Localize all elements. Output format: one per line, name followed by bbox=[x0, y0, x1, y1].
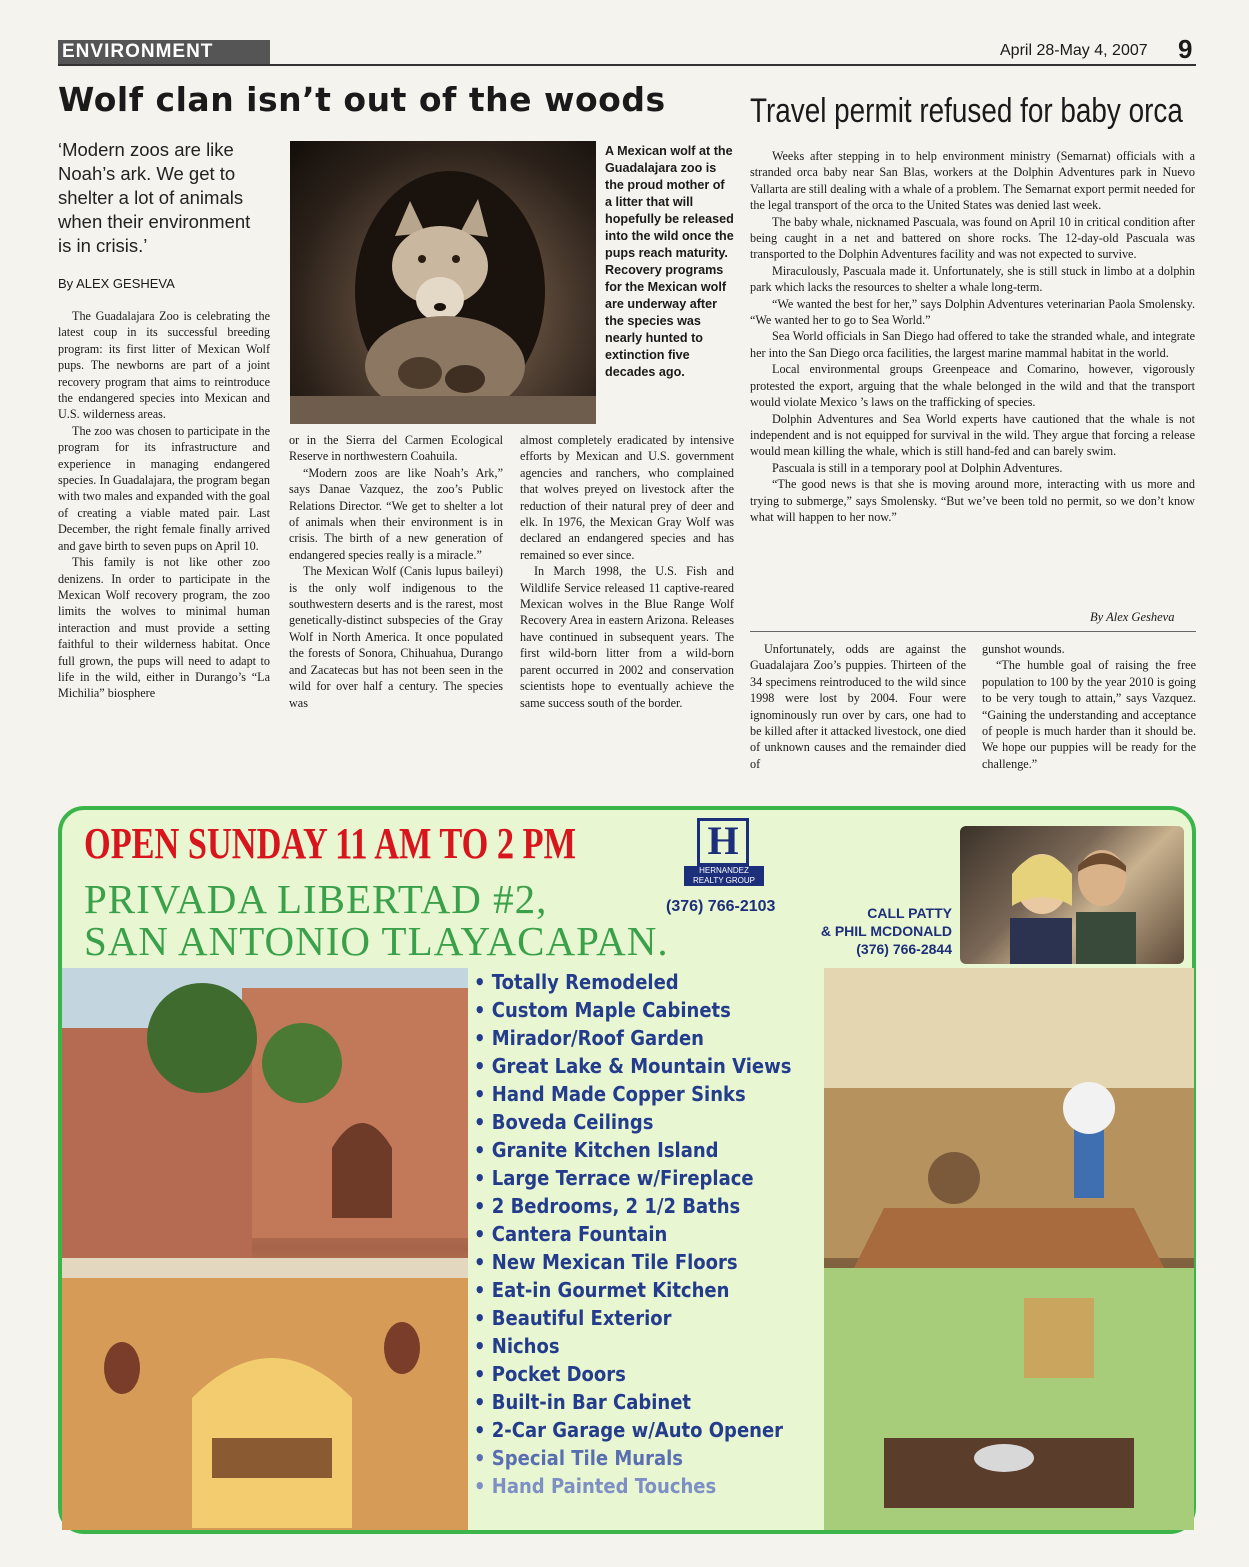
feature-item: • Eat-in Gourmet Kitchen bbox=[474, 1276, 791, 1304]
realty-logo-name: HERNANDEZ REALTY GROUP bbox=[684, 866, 764, 886]
feature-item: • Beautiful Exterior bbox=[474, 1304, 791, 1332]
feature-item: • Granite Kitchen Island bbox=[474, 1136, 791, 1164]
orca-para: Local environmental groups Greenpeace and Comarino, however, vigorously protested the export, arguing that the whale belonged in the wild and that the transport would violate Mexico ’s laws on the trafficking of species. bbox=[750, 362, 1195, 410]
agent-photo bbox=[960, 826, 1184, 964]
orca-para: Miraculously, Pascuala made it. Unfortunately, she is still stuck in limbo at a dolphin park which lacks the resources to shelter a whale long-term. bbox=[750, 263, 1195, 295]
orca-story-body bbox=[750, 148, 1195, 525]
section-label: ENVIRONMENT bbox=[58, 40, 270, 64]
feature-item: • Custom Maple Cabinets bbox=[474, 996, 791, 1024]
wolf-column-5 bbox=[982, 641, 1196, 772]
orca-para: “We wanted the best for her,” says Dolphin Adventures veterinarian Paola Smolensky. “We wanted her to go to Sea World.” bbox=[750, 296, 1195, 328]
agent-photo-illustration bbox=[960, 826, 1184, 964]
orca-para: Weeks after stepping in to help environment ministry (Semarnat) officials with a stranded orca baby near San Blas, workers at the Dolphin Adventures park in Nuevo Vallarta are still dealing with a whale of a problem. The Semarnat export permit needed for the legal transport of the orca to the United States was denied last week. bbox=[750, 149, 1195, 213]
wolf-headline: Wolf clan isn’t out of the woods bbox=[58, 80, 666, 119]
orca-byline: By Alex Gesheva bbox=[1090, 610, 1175, 624]
ad-address-line-1: PRIVADA LIBERTAD #2, bbox=[84, 876, 548, 922]
agent-call-line-2: & PHIL MCDONALD bbox=[820, 923, 952, 939]
house-exterior-photo bbox=[62, 968, 468, 1530]
issue-date: April 28-May 4, 2007 bbox=[1000, 42, 1148, 59]
realty-logo-icon: H bbox=[697, 818, 749, 866]
house-exterior-illustration bbox=[62, 968, 468, 1530]
orca-para: The baby whale, nicknamed Pascuala, was found on April 10 in critical condition after being caught in a net and battered on shore rocks. The 12-day-old Pascuala was transported to the Dolphin Adventures facility and was not expected to survive. bbox=[750, 214, 1195, 262]
feature-item: • Boveda Ceilings bbox=[474, 1108, 791, 1136]
wolf-col3-para: almost completely eradicated by intensive efforts by Mexican and U.S. government agencies and ranchers, who complained that wolves preyed on livestock after the reduction of their natural prey of deer and elk. In 1976, the Mexican Gray Wolf was declared an endangered species and has remained so ever since. bbox=[520, 433, 734, 562]
wolf-column-2 bbox=[289, 432, 503, 711]
orca-para: Pascuala is still in a temporary pool at Dolphin Adventures. bbox=[772, 460, 1063, 475]
wolf-column-3 bbox=[520, 432, 734, 711]
pull-quote: ‘Modern zoos are like Noah’s ark. We get to shelter a lot of animals when their environment is in crisis.’ bbox=[58, 139, 251, 256]
feature-item: • Nichos bbox=[474, 1332, 791, 1360]
wolf-col2-para: or in the Sierra del Carmen Ecological Reserve in northwestern Coahuila. bbox=[289, 433, 503, 464]
wolf-col2-para: “Modern zoos are like Noah’s Ark,” says Danae Vazquez, the zoo’s Public Relations Director. “We get to shelter a lot of animals when their environment is in crisis. The birth of a new generation of endangered species really is a miracle.” bbox=[289, 465, 503, 562]
wolf-col5-para: gunshot wounds. bbox=[982, 642, 1065, 656]
wolf-col1-para: The Guadalajara Zoo is celebrating the latest coup in its successful breeding program: its first litter of Mexican Wolf pups. The newborns are part of a joint recovery program that aims to reintroduce the endangered species into Mexican and U.S. wilderness areas. bbox=[58, 309, 270, 422]
feature-item: • Cantera Fountain bbox=[474, 1220, 791, 1248]
wolf-illustration bbox=[290, 141, 596, 424]
feature-item: • Totally Remodeled bbox=[474, 968, 791, 996]
feature-item: • Special Tile Murals bbox=[474, 1444, 791, 1472]
feature-item: • 2-Car Garage w/Auto Opener bbox=[474, 1416, 791, 1444]
house-interior-photo bbox=[824, 968, 1194, 1530]
orca-para: “The good news is that she is moving around more, interacting with us more and trying to submerge,” says Smolensky. “But we’ve been told no permit, so we don’t know what will happen to her now.” bbox=[750, 477, 1195, 524]
feature-item: • Large Terrace w/Fireplace bbox=[474, 1164, 791, 1192]
wolf-col3-para: In March 1998, the U.S. Fish and Wildlife Service released 11 captive-reared Mexican wolves in the Blue Range Wolf Recovery Area in eastern Arizona. Releases have continued in subsequent years. The first wild-born litter from a wild-born parent occurred in 2002 and conservation scientists hope to eventually achieve the same success south of the border. bbox=[520, 564, 734, 710]
ad-address bbox=[84, 878, 669, 962]
wolf-col1-para: This family is not like other zoo denizens. In order to participate in the Mexican Wolf recovery program, the zoo limits the wolves to minimal human interaction and must provide a setting faithful to their wilderness habitat. Once full grown, the pups will need to adapt to life in the wild, either in Durango’s “La Michilia” biosphere bbox=[58, 555, 270, 701]
page-number: 9 bbox=[1178, 34, 1193, 64]
orca-divider bbox=[750, 631, 1196, 632]
feature-item: • Built-in Bar Cabinet bbox=[474, 1388, 791, 1416]
agent-contact bbox=[790, 904, 952, 958]
orca-para: Dolphin Adventures and Sea World experts have cautioned that the whale is not independent and is not equipped for survival in the wild. They argue that forcing a release would mean killing the whale, which is still hand-fed and can barely swim. bbox=[750, 411, 1195, 459]
wolf-photo bbox=[290, 141, 596, 424]
agent-phone: (376) 766-2844 bbox=[856, 941, 952, 957]
ad-open-house: OPEN SUNDAY 11 AM TO 2 PM bbox=[84, 819, 576, 868]
feature-item: • New Mexican Tile Floors bbox=[474, 1248, 791, 1276]
agent-call-line-1: CALL PATTY bbox=[867, 905, 952, 921]
wolf-col5-para: “The humble goal of raising the free population to 100 by the year 2010 is going to be very tough to attain,” says Vazquez. “Gaining the understanding and acceptance of people is much harder than it should be. We hope our puppies will be ready for the challenge.” bbox=[982, 658, 1196, 771]
wolf-col4-para: Unfortunately, odds are against the Guadalajara Zoo’s puppies. Thirteen of the 34 specimens reintroduced to the wild since 1998 were lost by 2004. Four were ignominously run over by cars, one had to be killed after it attacked livestock, one died of unknown causes and the remainder died of bbox=[750, 642, 966, 771]
wolf-column-1 bbox=[58, 308, 270, 702]
feature-item: • Hand Painted Touches bbox=[474, 1472, 791, 1500]
office-phone: (376) 766-2103 bbox=[666, 898, 776, 915]
feature-list bbox=[474, 968, 827, 1500]
orca-headline: Travel permit refused for baby orca bbox=[750, 92, 1183, 130]
wolf-byline: By ALEX GESHEVA bbox=[58, 276, 175, 291]
wolf-col2-para: The Mexican Wolf (Canis lupus baileyi) is the only wolf indigenous to the southwestern deserts and is the rarest, most genetically-distinct subspecies of the Gray Wolf in North America. It once populated the forests of Sonora, Chihuahua, Durango and Zacatecas but has not been seen in the wild for over half a century. The species was bbox=[289, 564, 503, 710]
feature-item: • 2 Bedrooms, 2 1/2 Baths bbox=[474, 1192, 791, 1220]
orca-para: Sea World officials in San Diego had offered to take the stranded whale, and integrate her into the San Diego orca facilities, the largest marine mammal habitat in the world. bbox=[750, 329, 1195, 360]
ad-address-line-2: SAN ANTONIO TLAYACAPAN. bbox=[84, 918, 669, 964]
wolf-column-4 bbox=[750, 641, 966, 772]
feature-item: • Great Lake & Mountain Views bbox=[474, 1052, 791, 1080]
wolf-photo-caption: A Mexican wolf at the Guadalajara zoo is the proud mother of a litter that will hopefully be released into the wild once the pups reach maturity. Recovery programs for the Mexican wolf are underway after the species was nearly hunted to extinction five decades ago. bbox=[605, 144, 734, 379]
feature-item: • Pocket Doors bbox=[474, 1360, 791, 1388]
wolf-col1-para: The zoo was chosen to participate in the program for its infrastructure and experience in managing endangered species. In Guadalajara, the program began with two males and expanded with the goal of creating a viable mated pair. Last December, the right female finally arrived and gave birth to seven pups on April 10. bbox=[58, 423, 270, 553]
feature-item: • Hand Made Copper Sinks bbox=[474, 1080, 791, 1108]
house-interior-illustration bbox=[824, 968, 1194, 1530]
header-rule bbox=[58, 64, 1196, 66]
feature-item: • Mirador/Roof Garden bbox=[474, 1024, 791, 1052]
